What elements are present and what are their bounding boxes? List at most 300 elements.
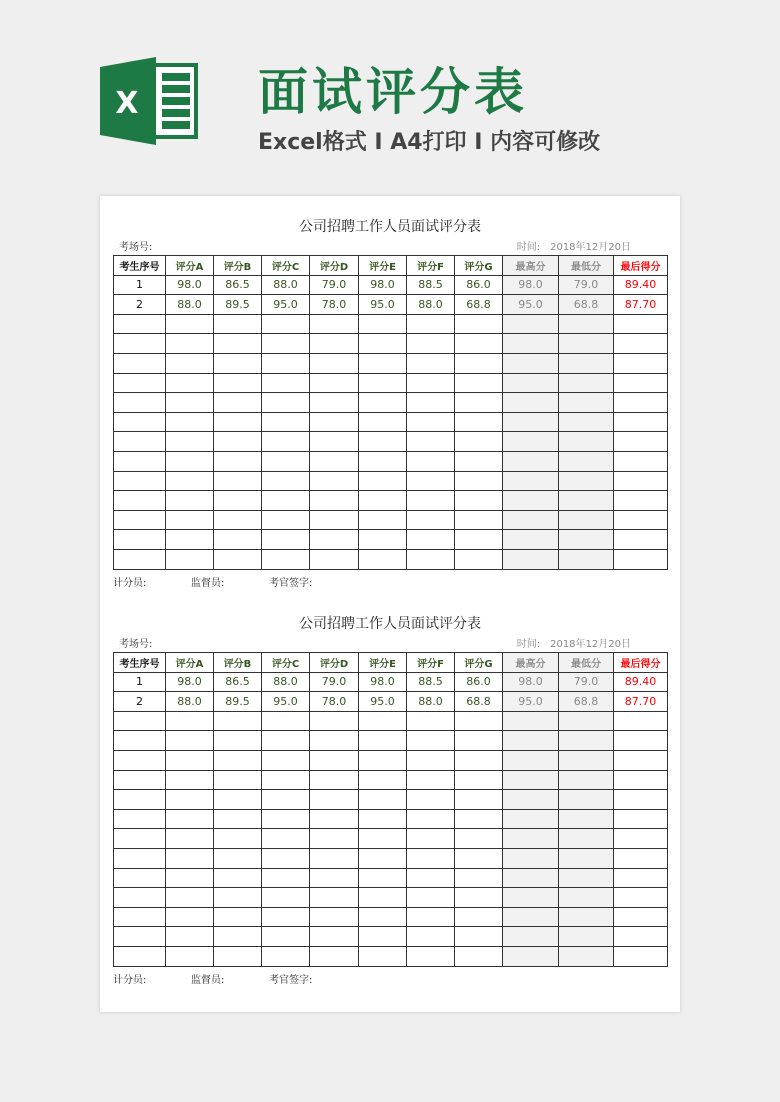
table-cell[interactable] xyxy=(262,432,310,452)
table-cell[interactable] xyxy=(114,711,166,731)
table-cell[interactable]: 1 xyxy=(114,275,166,295)
table-cell[interactable] xyxy=(503,927,559,947)
table-cell[interactable] xyxy=(310,731,359,751)
table-cell[interactable] xyxy=(166,412,214,432)
table-cell[interactable] xyxy=(455,334,503,354)
table-cell[interactable] xyxy=(214,770,262,790)
table-cell[interactable] xyxy=(310,334,359,354)
table-cell[interactable] xyxy=(310,888,359,908)
table-cell[interactable]: 88.0 xyxy=(407,692,455,712)
table-cell[interactable]: 2 xyxy=(114,295,166,315)
table-cell[interactable] xyxy=(559,412,614,432)
table-cell[interactable] xyxy=(310,868,359,888)
table-cell[interactable] xyxy=(455,770,503,790)
table-cell[interactable]: 89.40 xyxy=(614,672,668,692)
table-cell[interactable] xyxy=(407,790,455,810)
table-cell[interactable] xyxy=(359,491,407,511)
table-cell[interactable]: 79.0 xyxy=(559,672,614,692)
table-cell[interactable] xyxy=(359,471,407,491)
table-cell[interactable] xyxy=(114,451,166,471)
table-cell[interactable] xyxy=(614,491,668,511)
table-cell[interactable] xyxy=(359,829,407,849)
table-cell[interactable] xyxy=(166,530,214,550)
table-cell[interactable] xyxy=(503,491,559,511)
table-cell[interactable] xyxy=(166,790,214,810)
table-cell[interactable] xyxy=(407,731,455,751)
table-cell[interactable] xyxy=(310,471,359,491)
table-cell[interactable]: 87.70 xyxy=(614,692,668,712)
table-cell[interactable] xyxy=(455,848,503,868)
table-cell[interactable] xyxy=(262,530,310,550)
table-cell[interactable]: 95.0 xyxy=(503,692,559,712)
table-cell[interactable] xyxy=(503,868,559,888)
table-cell[interactable] xyxy=(262,790,310,810)
table-cell[interactable] xyxy=(310,927,359,947)
table-cell[interactable] xyxy=(114,373,166,393)
table-cell[interactable] xyxy=(359,731,407,751)
table-cell[interactable] xyxy=(455,393,503,413)
table-cell[interactable] xyxy=(310,510,359,530)
table-cell[interactable] xyxy=(559,314,614,334)
table-cell[interactable] xyxy=(214,927,262,947)
table-cell[interactable] xyxy=(214,491,262,511)
table-cell[interactable]: 79.0 xyxy=(310,672,359,692)
table-cell[interactable] xyxy=(503,432,559,452)
table-cell[interactable]: 98.0 xyxy=(503,275,559,295)
table-cell[interactable] xyxy=(503,750,559,770)
table-cell[interactable] xyxy=(407,314,455,334)
table-cell[interactable]: 98.0 xyxy=(166,275,214,295)
table-cell[interactable] xyxy=(559,848,614,868)
table-cell[interactable] xyxy=(214,809,262,829)
table-cell[interactable] xyxy=(614,731,668,751)
table-cell[interactable] xyxy=(559,373,614,393)
table-cell[interactable] xyxy=(614,471,668,491)
table-cell[interactable] xyxy=(407,412,455,432)
table-cell[interactable] xyxy=(359,393,407,413)
table-cell[interactable]: 79.0 xyxy=(559,275,614,295)
table-cell[interactable] xyxy=(407,927,455,947)
table-cell[interactable] xyxy=(166,334,214,354)
table-cell[interactable] xyxy=(455,491,503,511)
table-cell[interactable] xyxy=(503,907,559,927)
table-cell[interactable] xyxy=(310,451,359,471)
table-cell[interactable] xyxy=(559,809,614,829)
table-cell[interactable] xyxy=(359,334,407,354)
table-cell[interactable] xyxy=(359,451,407,471)
table-cell[interactable] xyxy=(407,549,455,569)
table-cell[interactable] xyxy=(359,848,407,868)
table-cell[interactable]: 88.5 xyxy=(407,672,455,692)
table-cell[interactable] xyxy=(166,510,214,530)
table-cell[interactable] xyxy=(503,549,559,569)
table-cell[interactable] xyxy=(407,510,455,530)
table-cell[interactable] xyxy=(359,412,407,432)
table-cell[interactable] xyxy=(359,549,407,569)
table-cell[interactable] xyxy=(455,530,503,550)
table-cell[interactable] xyxy=(214,314,262,334)
table-cell[interactable] xyxy=(455,790,503,810)
table-cell[interactable] xyxy=(114,946,166,966)
table-cell[interactable]: 87.70 xyxy=(614,295,668,315)
table-cell[interactable] xyxy=(114,549,166,569)
table-cell[interactable]: 68.8 xyxy=(455,692,503,712)
table-cell[interactable] xyxy=(407,491,455,511)
table-cell[interactable] xyxy=(114,432,166,452)
table-cell[interactable] xyxy=(166,491,214,511)
table-cell[interactable] xyxy=(214,790,262,810)
table-cell[interactable] xyxy=(503,353,559,373)
table-cell[interactable] xyxy=(166,373,214,393)
table-cell[interactable] xyxy=(614,451,668,471)
table-cell[interactable] xyxy=(214,549,262,569)
table-cell[interactable] xyxy=(455,809,503,829)
table-cell[interactable] xyxy=(614,373,668,393)
table-cell[interactable] xyxy=(310,491,359,511)
table-cell[interactable] xyxy=(359,770,407,790)
table-cell[interactable] xyxy=(214,711,262,731)
table-cell[interactable] xyxy=(503,770,559,790)
table-cell[interactable] xyxy=(359,927,407,947)
table-cell[interactable] xyxy=(455,412,503,432)
table-cell[interactable] xyxy=(310,946,359,966)
table-cell[interactable] xyxy=(614,530,668,550)
table-cell[interactable] xyxy=(559,334,614,354)
table-cell[interactable] xyxy=(214,946,262,966)
table-cell[interactable] xyxy=(407,809,455,829)
table-cell[interactable] xyxy=(310,432,359,452)
table-cell[interactable] xyxy=(214,510,262,530)
table-cell[interactable] xyxy=(114,334,166,354)
table-cell[interactable]: 86.0 xyxy=(455,672,503,692)
table-cell[interactable] xyxy=(455,451,503,471)
table-cell[interactable] xyxy=(503,471,559,491)
table-cell[interactable]: 89.40 xyxy=(614,275,668,295)
table-cell[interactable]: 88.0 xyxy=(166,295,214,315)
table-cell[interactable] xyxy=(166,353,214,373)
table-cell[interactable]: 89.5 xyxy=(214,295,262,315)
table-cell[interactable] xyxy=(559,946,614,966)
table-cell[interactable] xyxy=(407,750,455,770)
table-cell[interactable] xyxy=(503,530,559,550)
table-cell[interactable] xyxy=(262,829,310,849)
table-cell[interactable] xyxy=(503,314,559,334)
table-cell[interactable] xyxy=(214,451,262,471)
table-cell[interactable] xyxy=(407,829,455,849)
table-cell[interactable] xyxy=(407,471,455,491)
table-cell[interactable] xyxy=(114,829,166,849)
table-cell[interactable] xyxy=(359,888,407,908)
table-cell[interactable] xyxy=(503,946,559,966)
table-cell[interactable] xyxy=(359,790,407,810)
table-cell[interactable] xyxy=(310,907,359,927)
table-cell[interactable]: 95.0 xyxy=(262,692,310,712)
table-cell[interactable] xyxy=(455,373,503,393)
table-cell[interactable] xyxy=(214,731,262,751)
table-cell[interactable] xyxy=(214,530,262,550)
table-cell[interactable]: 68.8 xyxy=(455,295,503,315)
table-cell[interactable] xyxy=(262,848,310,868)
table-cell[interactable] xyxy=(166,907,214,927)
table-cell[interactable] xyxy=(262,451,310,471)
table-cell[interactable] xyxy=(214,848,262,868)
table-cell[interactable] xyxy=(407,432,455,452)
table-cell[interactable] xyxy=(262,412,310,432)
table-cell[interactable] xyxy=(503,848,559,868)
table-cell[interactable] xyxy=(455,927,503,947)
table-cell[interactable] xyxy=(114,412,166,432)
table-cell[interactable] xyxy=(262,809,310,829)
table-cell[interactable] xyxy=(614,393,668,413)
table-cell[interactable]: 88.0 xyxy=(262,672,310,692)
table-cell[interactable] xyxy=(310,373,359,393)
table-cell[interactable] xyxy=(166,393,214,413)
table-cell[interactable] xyxy=(310,393,359,413)
table-cell[interactable]: 98.0 xyxy=(359,275,407,295)
table-cell[interactable] xyxy=(455,868,503,888)
table-cell[interactable]: 86.5 xyxy=(214,672,262,692)
table-cell[interactable] xyxy=(407,946,455,966)
table-cell[interactable] xyxy=(114,731,166,751)
table-cell[interactable]: 68.8 xyxy=(559,692,614,712)
table-cell[interactable] xyxy=(114,770,166,790)
table-cell[interactable] xyxy=(407,373,455,393)
table-cell[interactable] xyxy=(614,510,668,530)
table-cell[interactable] xyxy=(166,711,214,731)
table-cell[interactable] xyxy=(262,393,310,413)
table-cell[interactable] xyxy=(614,868,668,888)
table-cell[interactable] xyxy=(503,334,559,354)
table-cell[interactable] xyxy=(455,471,503,491)
table-cell[interactable] xyxy=(359,373,407,393)
table-cell[interactable] xyxy=(310,314,359,334)
table-cell[interactable] xyxy=(455,549,503,569)
table-cell[interactable] xyxy=(455,731,503,751)
table-cell[interactable] xyxy=(262,491,310,511)
table-cell[interactable] xyxy=(214,471,262,491)
table-cell[interactable] xyxy=(166,809,214,829)
table-cell[interactable] xyxy=(614,770,668,790)
table-cell[interactable] xyxy=(166,451,214,471)
table-cell[interactable] xyxy=(262,868,310,888)
table-cell[interactable] xyxy=(614,848,668,868)
table-cell[interactable] xyxy=(614,790,668,810)
table-cell[interactable]: 89.5 xyxy=(214,692,262,712)
table-cell[interactable]: 88.0 xyxy=(407,295,455,315)
table-cell[interactable] xyxy=(559,451,614,471)
table-cell[interactable] xyxy=(310,750,359,770)
table-cell[interactable] xyxy=(214,334,262,354)
table-cell[interactable] xyxy=(455,510,503,530)
table-cell[interactable] xyxy=(503,790,559,810)
table-cell[interactable] xyxy=(559,927,614,947)
table-cell[interactable] xyxy=(503,809,559,829)
table-cell[interactable]: 95.0 xyxy=(503,295,559,315)
table-cell[interactable] xyxy=(407,711,455,731)
table-cell[interactable] xyxy=(407,888,455,908)
table-cell[interactable] xyxy=(359,868,407,888)
table-cell[interactable]: 1 xyxy=(114,672,166,692)
table-cell[interactable] xyxy=(614,353,668,373)
table-cell[interactable] xyxy=(559,530,614,550)
table-cell[interactable]: 68.8 xyxy=(559,295,614,315)
table-cell[interactable] xyxy=(262,770,310,790)
table-cell[interactable] xyxy=(559,750,614,770)
table-cell[interactable] xyxy=(559,393,614,413)
table-cell[interactable] xyxy=(407,848,455,868)
table-cell[interactable] xyxy=(455,829,503,849)
table-cell[interactable] xyxy=(559,471,614,491)
table-cell[interactable] xyxy=(559,353,614,373)
table-cell[interactable] xyxy=(214,888,262,908)
table-cell[interactable] xyxy=(455,946,503,966)
table-cell[interactable] xyxy=(559,868,614,888)
table-cell[interactable] xyxy=(310,711,359,731)
table-cell[interactable] xyxy=(214,829,262,849)
table-cell[interactable] xyxy=(262,510,310,530)
table-cell[interactable] xyxy=(262,373,310,393)
table-cell[interactable] xyxy=(614,927,668,947)
table-cell[interactable] xyxy=(359,530,407,550)
table-cell[interactable] xyxy=(455,907,503,927)
table-cell[interactable] xyxy=(503,510,559,530)
table-cell[interactable] xyxy=(166,888,214,908)
table-cell[interactable] xyxy=(407,530,455,550)
table-cell[interactable]: 88.0 xyxy=(166,692,214,712)
table-cell[interactable] xyxy=(114,471,166,491)
table-cell[interactable] xyxy=(407,353,455,373)
table-cell[interactable]: 95.0 xyxy=(262,295,310,315)
table-cell[interactable] xyxy=(407,334,455,354)
table-cell[interactable] xyxy=(214,750,262,770)
table-cell[interactable] xyxy=(559,907,614,927)
table-cell[interactable]: 98.0 xyxy=(359,672,407,692)
table-cell[interactable] xyxy=(614,946,668,966)
table-cell[interactable] xyxy=(166,848,214,868)
table-cell[interactable] xyxy=(114,530,166,550)
table-cell[interactable] xyxy=(166,314,214,334)
table-cell[interactable] xyxy=(114,750,166,770)
table-cell[interactable] xyxy=(166,731,214,751)
table-cell[interactable] xyxy=(503,393,559,413)
table-cell[interactable] xyxy=(214,868,262,888)
table-cell[interactable] xyxy=(214,412,262,432)
table-cell[interactable] xyxy=(166,770,214,790)
table-cell[interactable] xyxy=(407,393,455,413)
table-cell[interactable] xyxy=(166,868,214,888)
table-cell[interactable] xyxy=(614,888,668,908)
table-cell[interactable] xyxy=(166,432,214,452)
table-cell[interactable]: 98.0 xyxy=(166,672,214,692)
table-cell[interactable] xyxy=(262,907,310,927)
table-cell[interactable] xyxy=(359,314,407,334)
table-cell[interactable] xyxy=(407,907,455,927)
table-cell[interactable] xyxy=(262,927,310,947)
table-cell[interactable] xyxy=(407,451,455,471)
table-cell[interactable] xyxy=(262,946,310,966)
table-cell[interactable] xyxy=(559,491,614,511)
table-cell[interactable] xyxy=(359,750,407,770)
table-cell[interactable] xyxy=(262,314,310,334)
table-cell[interactable] xyxy=(114,491,166,511)
table-cell[interactable] xyxy=(455,432,503,452)
table-cell[interactable] xyxy=(614,314,668,334)
table-cell[interactable] xyxy=(114,888,166,908)
table-cell[interactable] xyxy=(614,809,668,829)
table-cell[interactable]: 88.0 xyxy=(262,275,310,295)
table-cell[interactable] xyxy=(503,711,559,731)
table-cell[interactable] xyxy=(214,393,262,413)
table-cell[interactable] xyxy=(262,711,310,731)
table-cell[interactable] xyxy=(262,334,310,354)
table-cell[interactable] xyxy=(214,353,262,373)
table-cell[interactable] xyxy=(310,353,359,373)
table-cell[interactable] xyxy=(114,393,166,413)
table-cell[interactable] xyxy=(359,510,407,530)
table-cell[interactable] xyxy=(166,946,214,966)
table-cell[interactable] xyxy=(614,334,668,354)
table-cell[interactable] xyxy=(614,907,668,927)
table-cell[interactable] xyxy=(503,373,559,393)
table-cell[interactable]: 79.0 xyxy=(310,275,359,295)
table-cell[interactable] xyxy=(114,907,166,927)
table-cell[interactable] xyxy=(310,770,359,790)
table-cell[interactable] xyxy=(166,750,214,770)
table-cell[interactable] xyxy=(455,314,503,334)
table-cell[interactable] xyxy=(559,432,614,452)
table-cell[interactable]: 98.0 xyxy=(503,672,559,692)
table-cell[interactable] xyxy=(310,848,359,868)
table-cell[interactable]: 86.0 xyxy=(455,275,503,295)
table-cell[interactable] xyxy=(503,451,559,471)
table-cell[interactable] xyxy=(310,412,359,432)
table-cell[interactable] xyxy=(614,829,668,849)
table-cell[interactable] xyxy=(614,549,668,569)
table-cell[interactable] xyxy=(359,711,407,731)
table-cell[interactable] xyxy=(559,510,614,530)
table-cell[interactable] xyxy=(214,907,262,927)
table-cell[interactable] xyxy=(114,848,166,868)
table-cell[interactable] xyxy=(455,888,503,908)
table-cell[interactable] xyxy=(310,530,359,550)
table-cell[interactable] xyxy=(262,750,310,770)
table-cell[interactable] xyxy=(262,353,310,373)
table-cell[interactable] xyxy=(114,353,166,373)
table-cell[interactable] xyxy=(214,373,262,393)
table-cell[interactable] xyxy=(455,711,503,731)
table-cell[interactable] xyxy=(166,829,214,849)
table-cell[interactable]: 2 xyxy=(114,692,166,712)
table-cell[interactable] xyxy=(114,790,166,810)
table-cell[interactable] xyxy=(559,549,614,569)
table-cell[interactable] xyxy=(559,711,614,731)
table-cell[interactable] xyxy=(114,927,166,947)
table-cell[interactable] xyxy=(359,432,407,452)
table-cell[interactable] xyxy=(114,510,166,530)
table-cell[interactable] xyxy=(310,829,359,849)
table-cell[interactable] xyxy=(359,946,407,966)
table-cell[interactable] xyxy=(114,868,166,888)
table-cell[interactable] xyxy=(262,471,310,491)
table-cell[interactable] xyxy=(262,888,310,908)
table-cell[interactable] xyxy=(559,731,614,751)
table-cell[interactable] xyxy=(407,868,455,888)
table-cell[interactable] xyxy=(262,549,310,569)
table-cell[interactable] xyxy=(310,790,359,810)
table-cell[interactable] xyxy=(559,888,614,908)
table-cell[interactable]: 78.0 xyxy=(310,295,359,315)
table-cell[interactable] xyxy=(559,829,614,849)
